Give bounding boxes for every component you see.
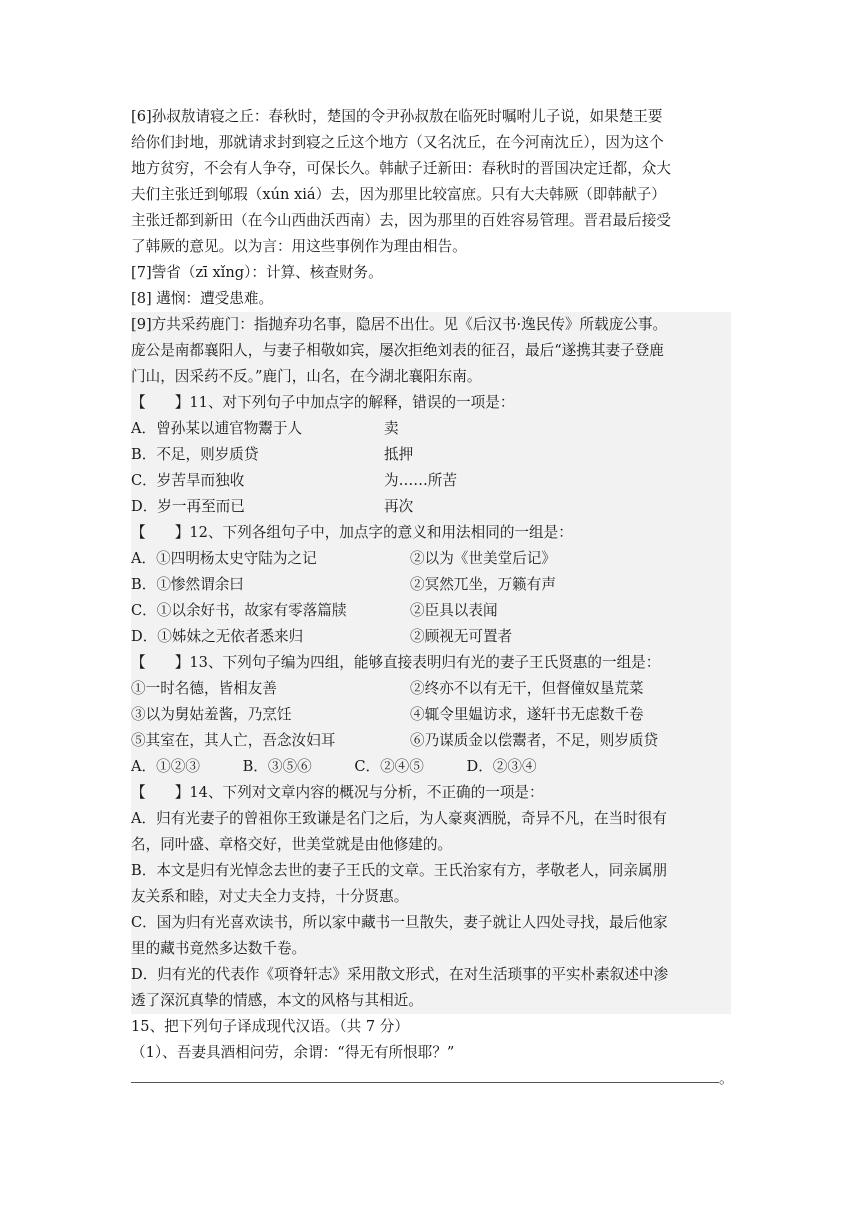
option-meaning: 再次 — [384, 498, 414, 515]
item-row — [131, 676, 731, 702]
option-row — [131, 546, 731, 572]
choice-option: C．②④⑤ — [354, 758, 424, 775]
option-row — [131, 468, 731, 494]
option-meaning: 卖 — [384, 420, 399, 437]
note-line: [7]訾省（zī xǐng）：计算、核查财务。 — [131, 264, 383, 281]
option-sentence-1: B．①惨然谓余曰 — [131, 576, 244, 593]
question-14 — [131, 780, 731, 1014]
note-line: [8] 遘悯：遭受患难。 — [131, 290, 274, 307]
item-text: ⑤其室在，其人亡，吾念汝妇耳 — [131, 732, 336, 749]
item-text: ②终亦不以有无干，但督僮奴垦荒菜 — [410, 680, 644, 697]
item-text: ③以为舅姑羞酱，乃烹饪 — [131, 706, 292, 723]
option-sentence-1: C．①以余好书，故家有零落篇牍 — [131, 602, 347, 619]
note-line: 门山，因采药不反。”鹿门，山名，在今湖北襄阳东南。 — [131, 364, 731, 390]
question-13 — [131, 650, 731, 780]
sub-question: （1）、吾妻具酒相问劳，余谓：“得无有所恨耶？” — [131, 1044, 455, 1061]
answer-line — [131, 1066, 734, 1092]
item-text: ①一时名德，皆相友善 — [131, 680, 277, 697]
question-15 — [131, 1014, 734, 1092]
option-line: B．本文是归有光悼念去世的妻子王氏的文章。王氏治家有方，孝敬老人，同亲属朋 — [131, 858, 731, 884]
option-sentence-2: ②以为《世美堂后记》 — [410, 550, 556, 567]
note-line: 夫们主张迁到郇瑕（xún xiá）去，因为那里比较富庶。只有大夫韩厥（即韩献子） — [131, 186, 666, 203]
question-stem: 15、把下列句子译成现代汉语。（共 7 分） — [131, 1018, 409, 1035]
option-row — [131, 416, 731, 442]
question-stem: 【 】11、对下列句子中加点字的解释，错误的一项是： — [131, 390, 731, 416]
option-line: 友关系和睦，对丈夫全力支持，十分贤惠。 — [131, 884, 731, 910]
option-row — [131, 572, 731, 598]
choice-option: B．③⑤⑥ — [242, 758, 312, 775]
question-stem: 【 】12、下列各组句子中，加点字的意义和用法相同的一组是： — [131, 520, 731, 546]
option-sentence-1: A．①四明杨太史守陆为之记 — [131, 550, 317, 567]
option-line: A．归有光妻子的曾祖你王致谦是名门之后，为人豪爽洒脱，奇异不凡，在当时很有 — [131, 806, 731, 832]
choice-option: A．①②③ — [131, 758, 200, 775]
option-text: D．岁一再至而已 — [131, 498, 245, 515]
option-line: C．国为归有光喜欢读书，所以家中藏书一旦散失，妻子就让人四处寻找，最后他家 — [131, 910, 731, 936]
question-11 — [131, 390, 731, 520]
option-line: 名，同叶盛、章格交好，世美堂就是由他修建的。 — [131, 832, 731, 858]
question-stem: 【 】13、下列句子编为四组，能够直接表明归有光的妻子王氏贤惠的一组是： — [131, 650, 731, 676]
item-text: ⑥乃谋质金以偿鬻者，不足，则岁质贷 — [410, 732, 659, 749]
option-row — [131, 598, 731, 624]
choice-row — [131, 754, 731, 780]
option-text: C．岁苦旱而独收 — [131, 472, 245, 489]
document-content — [131, 104, 734, 1092]
note-line: 了韩厥的意见。以为言：用这些事例作为理由相告。 — [131, 238, 467, 255]
option-text: A．曾孙某以逋官物鬻于人 — [131, 420, 303, 437]
option-line: 透了深沉真挚的情感，本文的风格与其相近。 — [131, 988, 731, 1014]
item-text: ④辄令里媪访求，遂轩书无虑数千卷 — [410, 706, 644, 723]
option-text: B．不足，则岁质贷 — [131, 446, 259, 463]
option-sentence-2: ②冥然兀坐，万籁有声 — [410, 576, 556, 593]
note-line: 庞公是南都襄阳人，与妻子相敬如宾，屡次拒绝刘表的征召，最后“遂携其妻子登鹿 — [131, 338, 731, 364]
option-sentence-1: D．①姊妹之无依者悉来归 — [131, 628, 304, 645]
choice-option: D．②③④ — [466, 758, 537, 775]
option-row — [131, 494, 731, 520]
notes-section — [131, 104, 731, 390]
note-line: [9]方共采药鹿门：指抛弃功名事，隐居不出仕。见《后汉书·逸民传》所载庞公事。 — [131, 312, 731, 338]
option-meaning: 抵押 — [384, 446, 414, 463]
option-line: 里的藏书竟然多达数千卷。 — [131, 936, 731, 962]
option-sentence-2: ②臣具以表闻 — [410, 602, 498, 619]
end-mark: 。 — [719, 1070, 734, 1087]
item-row — [131, 728, 731, 754]
note-line: 主张迁都到新田（在今山西曲沃西南）去，因为那里的百姓容易管理。晋君最后接受 — [131, 212, 671, 229]
answer-blank[interactable] — [131, 1066, 719, 1083]
option-row — [131, 624, 731, 650]
note-line: 地方贫穷，不会有人争夺，可保长久。韩献子迁新田：春秋时的晋国决定迁都，众大 — [131, 160, 671, 177]
note-line: 给你们封地，那就请求封到寝之丘这个地方（又名沈丘，在今河南沈丘），因为这个 — [131, 134, 664, 151]
note-line: [6]孙叔敖请寝之丘：春秋时，楚国的令尹孙叔敖在临死时嘱咐儿子说，如果楚王要 — [131, 108, 663, 125]
option-line: D．归有光的代表作《项脊轩志》采用散文形式，在对生活琐事的平实朴素叙述中渗 — [131, 962, 731, 988]
option-row — [131, 442, 731, 468]
question-stem: 【 】14、下列对文章内容的概况与分析，不正确的一项是： — [131, 780, 731, 806]
question-12 — [131, 520, 731, 650]
option-meaning: 为……所苦 — [384, 472, 457, 489]
item-row — [131, 702, 731, 728]
option-sentence-2: ②顾视无可置者 — [410, 628, 513, 645]
